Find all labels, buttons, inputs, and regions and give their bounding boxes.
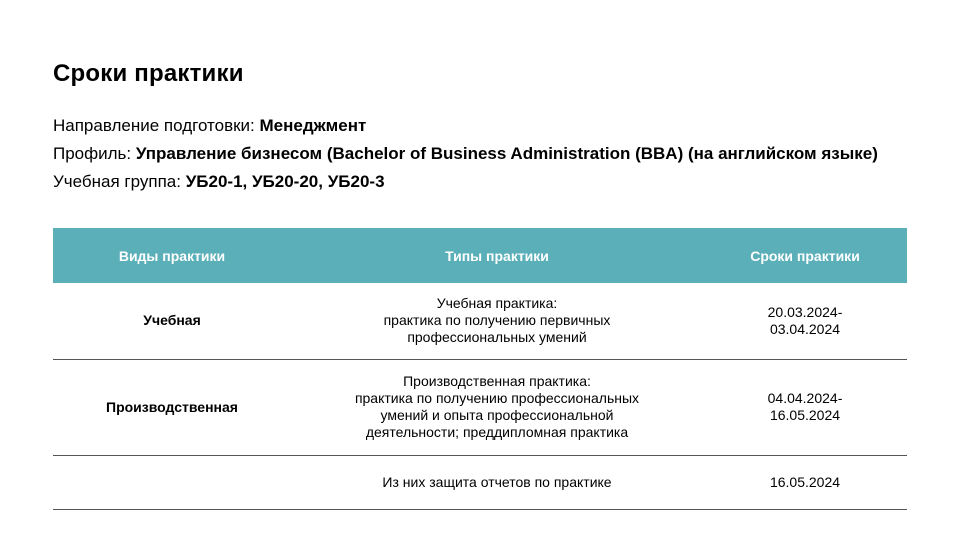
cell-type: Из них защита отчетов по практике: [291, 455, 703, 509]
profile-value: Управление бизнесом (Bachelor of Business Administration (BBA) (на английском языке): [135, 144, 878, 163]
group-value: УБ20-1, УБ20-20, УБ20-3: [185, 172, 385, 191]
direction-label: Направление подготовки:: [53, 116, 260, 135]
program-info: [53, 112, 913, 196]
cell-dates: 20.03.2024- 03.04.2024: [703, 283, 907, 359]
direction-line: [53, 112, 913, 140]
cell-kind: Учебная: [53, 283, 291, 359]
cell-kind: Производственная: [53, 359, 291, 455]
cell-dates: 16.05.2024: [703, 455, 907, 509]
table-row: [53, 359, 907, 455]
group-label: Учебная группа:: [53, 172, 186, 191]
group-line: [53, 168, 913, 196]
header-type: Типы практики: [445, 247, 549, 264]
table-header-row: [53, 228, 907, 283]
table-row: [53, 455, 907, 509]
cell-type: Производственная практика: практика по получению профессиональных умений и опыта профессиональной деятельности; преддипломная практика: [291, 359, 703, 455]
cell-dates: 04.04.2024- 16.05.2024: [703, 359, 907, 455]
practice-schedule-table: [53, 228, 907, 510]
header-dates: Сроки практики: [750, 247, 860, 264]
table-row: [53, 283, 907, 359]
profile-line: [53, 140, 913, 168]
direction-value: Менеджмент: [259, 116, 367, 135]
page-title: Сроки практики: [53, 60, 244, 87]
header-kind: Виды практики: [118, 247, 226, 264]
cell-type: Учебная практика: практика по получению первичных профессиональных умений: [291, 283, 703, 359]
cell-kind: [53, 455, 291, 509]
profile-label: Профиль:: [53, 144, 136, 163]
